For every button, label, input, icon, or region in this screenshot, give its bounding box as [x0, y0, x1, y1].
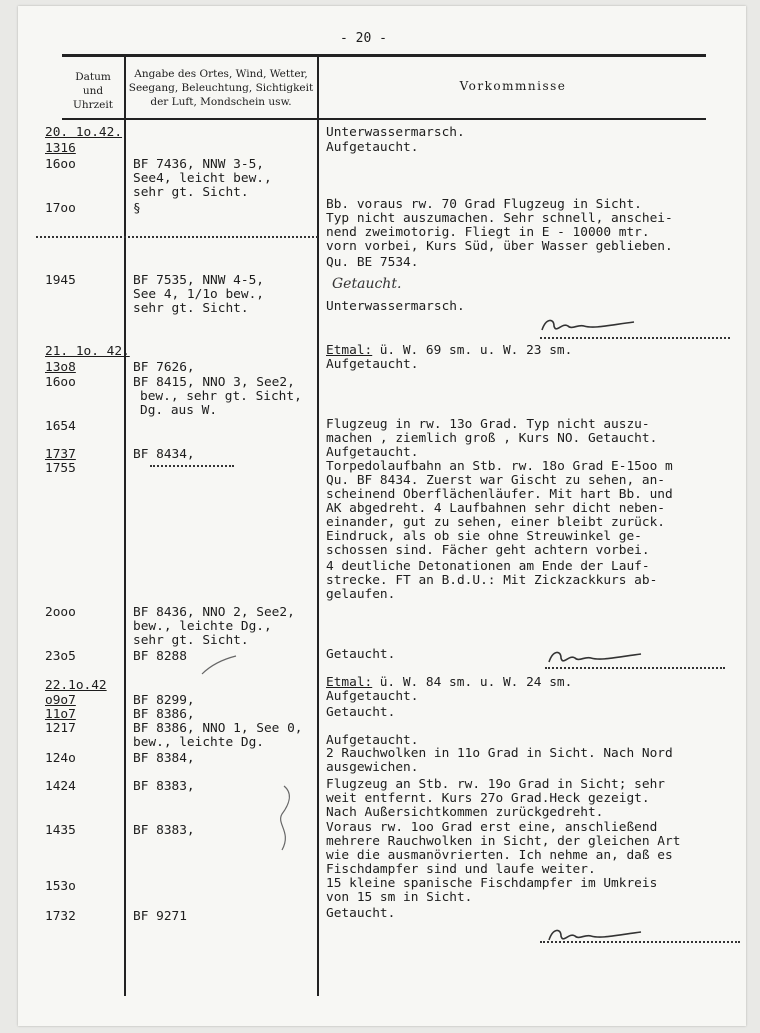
event-line: machen , ziemlich groß , Kurs NO. Getaucht. [326, 431, 658, 446]
pencil-mark [200, 654, 240, 676]
time-entry: 1435 [45, 823, 76, 838]
signature-mark [545, 922, 649, 950]
position-entry: BF 8434, [133, 447, 195, 462]
position-entry: BF 8383, [133, 779, 195, 794]
position-entry: Dg. aus W. [140, 403, 218, 418]
page-number: - 20 - [340, 31, 387, 46]
header-position-line-2: Seegang, Beleuchtung, Sichtigkeit [128, 82, 314, 94]
header-date-line: Datum [75, 71, 111, 83]
time-entry: 1654 [45, 419, 76, 434]
position-entry: See 4, 1/1o bew., [133, 287, 264, 302]
position-entry: BF 8288 [133, 649, 187, 664]
time-entry: 17oo [45, 201, 76, 216]
event-line: Qu. BF 8434. Zuerst war Gischt zu sehen, an- [326, 473, 665, 488]
position-entry: BF 7436, NNW 3-5, [133, 157, 264, 172]
event-line: Getaucht. [326, 906, 396, 921]
time-entry: 16oo [45, 157, 76, 172]
position-entry: BF 8384, [133, 751, 195, 766]
event-line: 4 deutliche Detonationen am Ende der Lauf- [326, 559, 650, 574]
column-divider-2 [317, 56, 319, 996]
time-entry: 1217 [45, 721, 76, 736]
time-entry: 1424 [45, 779, 76, 794]
event-line: Getaucht. [326, 647, 396, 662]
event-line: ausgewichen. [326, 760, 419, 775]
dotted-separator [150, 465, 234, 467]
event-line: von 15 sm in Sicht. [326, 890, 473, 905]
position-entry: sehr gt. Sicht. [133, 633, 249, 648]
event-line: Voraus rw. 1oo Grad erst eine, anschließend [326, 820, 658, 835]
pencil-mark [270, 784, 300, 854]
column-divider-1 [124, 56, 126, 996]
event-line: Unterwassermarsch. [326, 125, 465, 140]
event-line: Eindruck, als ob sie ohne Streuwinkel ge- [326, 529, 642, 544]
event-line: Torpedolaufbahn an Stb. rw. 18o Grad E-15oo m [326, 459, 673, 474]
event-line: Fischdampfer sind und laufe weiter. [326, 862, 596, 877]
event-line: AK abgedreht. 4 Laufbahnen sehr dicht neben- [326, 501, 665, 516]
etmal-label: Etmal: [326, 675, 373, 690]
position-entry: bew., leichte Dg., [133, 619, 272, 634]
time-entry: 2ooo [45, 605, 76, 620]
time-entry: 16oo [45, 375, 76, 390]
position-entry: sehr gt. Sicht. [133, 301, 249, 316]
etmal-value: ü. W. 84 sm. u. W. 24 sm. [372, 675, 573, 690]
time-entry: o9o7 [45, 693, 76, 708]
signature-mark [545, 644, 649, 672]
event-line: Aufgetaucht. [326, 733, 419, 748]
date-entry: 20. 1o.42. [45, 125, 123, 140]
header-date-time [64, 70, 122, 112]
time-entry: 1316 [45, 141, 76, 156]
event-line: Flugzeug in rw. 13o Grad. Typ nicht auszu- [326, 417, 650, 432]
time-entry: 1737 [45, 447, 76, 462]
time-entry: 11o7 [45, 707, 76, 722]
header-time-line: Uhrzeit [73, 99, 113, 111]
time-entry: 153o [45, 879, 76, 894]
time-entry: 124o [45, 751, 76, 766]
etmal-value: ü. W. 69 sm. u. W. 23 sm. [372, 343, 573, 358]
event-line: Getaucht. [326, 705, 396, 720]
header-position-line-1: Angabe des Ortes, Wind, Wetter, [134, 68, 308, 80]
position-entry: BF 8299, [133, 693, 195, 708]
time-entry: 23o5 [45, 649, 76, 664]
header-bottom-rule [62, 118, 706, 120]
header-position-line-3: der Luft, Mondschein usw. [150, 96, 292, 108]
event-line: vorn vorbei, Kurs Süd, über Wasser geblieben. [326, 239, 673, 254]
time-entry: 1732 [45, 909, 76, 924]
header-events: Vorkommnisse [459, 79, 567, 93]
position-entry: § [133, 201, 141, 216]
event-line: Aufgetaucht. [326, 445, 419, 460]
time-entry: 1755 [45, 461, 76, 476]
position-entry: BF 7626, [133, 360, 195, 375]
event-line: 15 kleine spanische Fischdampfer im Umkreis [326, 876, 658, 891]
event-line: Aufgetaucht. [326, 140, 419, 155]
event-line: weit entfernt. Kurs 27o Grad.Heck gezeigt. [326, 791, 650, 806]
handwritten-note: Getaucht. [332, 276, 402, 292]
event-line: Nach Außersichtkommen zurückgedreht. [326, 805, 604, 820]
event-line: einander, gut zu sehen, einer bleibt zurück. [326, 515, 665, 530]
position-entry: BF 7535, NNW 4-5, [133, 273, 264, 288]
etmal-label: Etmal: [326, 343, 373, 358]
date-entry: 22.1o.42 [45, 678, 107, 693]
position-entry: See4, leicht bew., [133, 171, 272, 186]
event-line: mehrere Rauchwolken in Sicht, der gleichen Art [326, 834, 681, 849]
event-line: scheinend Oberflächenläufer. Mit hart Bb. und [326, 487, 673, 502]
event-line: Aufgetaucht. [326, 689, 419, 704]
time-entry: 13o8 [45, 360, 76, 375]
position-entry: BF 8386, NNO 1, See 0, [133, 721, 303, 736]
position-entry: BF 8383, [133, 823, 195, 838]
event-line: Bb. voraus rw. 70 Grad Flugzeug in Sicht. [326, 197, 642, 212]
position-entry: bew., leichte Dg. [133, 735, 264, 750]
event-line: gelaufen. [326, 587, 396, 602]
event-line: Aufgetaucht. [326, 357, 419, 372]
time-entry: 1945 [45, 273, 76, 288]
position-entry: BF 8386, [133, 707, 195, 722]
position-entry: BF 8415, NNO 3, See2, [133, 375, 295, 390]
event-line: Typ nicht auszumachen. Sehr schnell, anschei- [326, 211, 673, 226]
event-line: Unterwassermarsch. [326, 299, 465, 314]
event-line: strecke. FT an B.d.U.: Mit Zickzackkurs ab- [326, 573, 658, 588]
header-und-line: und [82, 85, 104, 97]
position-entry: BF 8436, NNO 2, See2, [133, 605, 295, 620]
signature-mark [538, 312, 642, 340]
position-entry: sehr gt. Sicht. [133, 185, 249, 200]
position-entry: bew., sehr gt. Sicht, [140, 389, 302, 404]
header-position-weather [126, 67, 316, 109]
header-top-rule [62, 54, 706, 57]
event-line: schossen sind. Fächer geht achtern vorbei. [326, 543, 650, 558]
event-line: nend zweimotorig. Fliegt in E - 10000 mtr. [326, 225, 650, 240]
event-line: wie die ausmanövrierten. Ich nehme an, daß es [326, 848, 673, 863]
event-line: Flugzeug an Stb. rw. 19o Grad in Sicht; sehr [326, 777, 665, 792]
position-entry: BF 9271 [133, 909, 187, 924]
event-line: 2 Rauchwolken in 11o Grad in Sicht. Nach Nord [326, 746, 673, 761]
date-entry: 21. 1o. 42. [45, 344, 130, 359]
dotted-separator [36, 236, 318, 238]
event-line: Qu. BE 7534. [326, 255, 419, 270]
